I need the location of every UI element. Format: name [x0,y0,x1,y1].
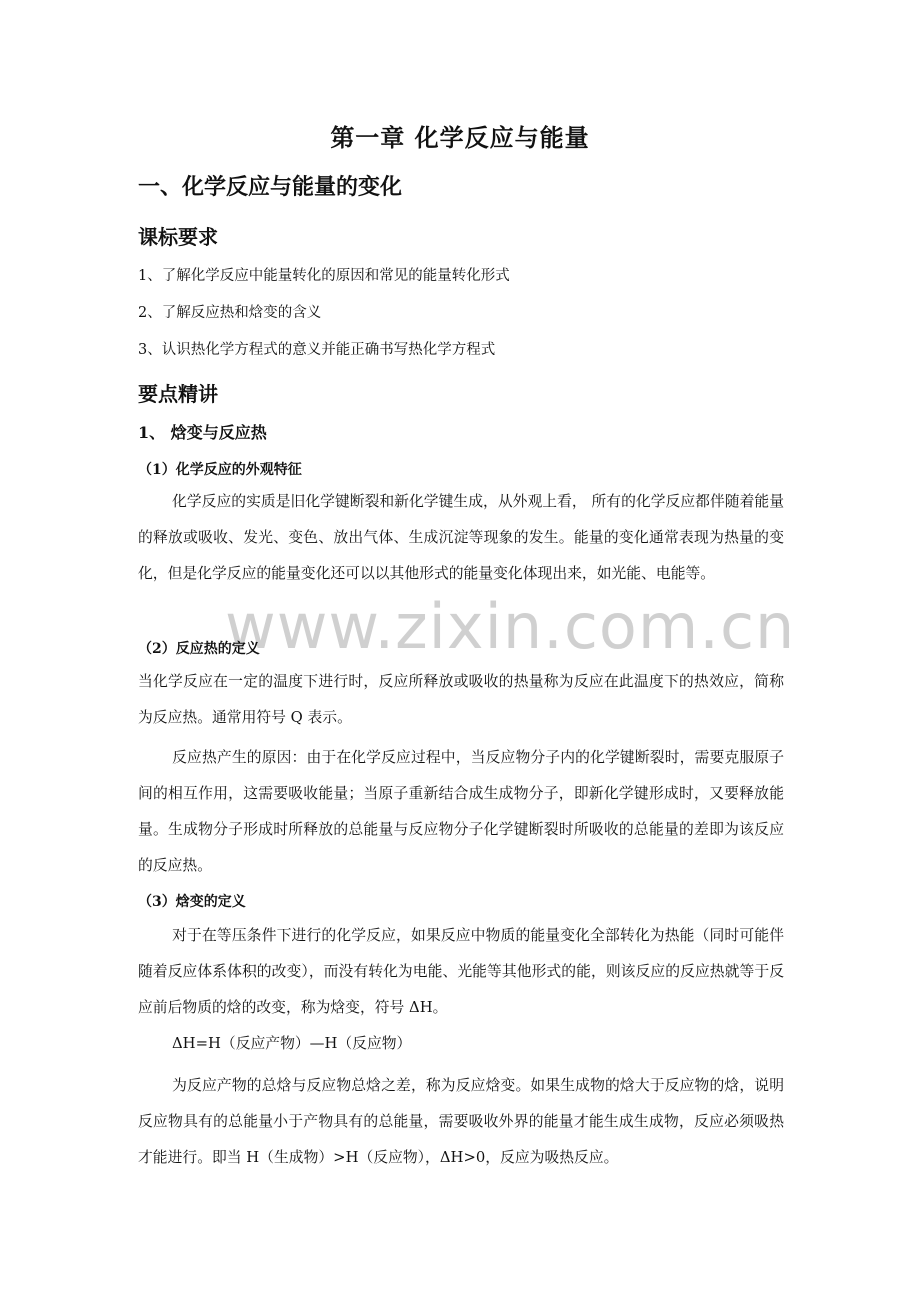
curriculum-item-3: 3、认识热化学方程式的意义并能正确书写热化学方程式 [138,342,496,358]
topic-heading-1: 1、 焓变与反应热 [138,423,267,442]
curriculum-item-2: 2、了解反应热和焓变的含义 [138,305,322,321]
paragraph-3-text: 反应热产生的原因：由于在化学反应过程中，当反应物分子内的化学键断裂时，需要克服原子间的相互作用，这需要吸收能量；当原子重新结合成生成物分子，即新化学键形成时，又要释放能量。生成物分子形成时所释放的总能量与反应物分子化学键断裂时所吸收的总能量的差即为该反应的反应热。 [138,749,784,874]
watermark: www.zixin.com.cn [225,590,796,663]
subheading-3: （3）焓变的定义 [138,894,246,910]
paragraph-3 [138,740,784,884]
paragraph-4-text: 对于在等压条件下进行的化学反应，如果反应中物质的能量变化全部转化为热能（同时可能伴随着反应体系体积的改变），而没有转化为电能、光能等其他形式的能，则该反应的反应热就等于反应前后物质的焓的改变，称为焓变，符号 ΔH。 [138,927,784,1016]
paragraph-2 [138,664,784,736]
subheading-1: （1）化学反应的外观特征 [138,462,302,478]
page-title: 第一章 化学反应与能量 [330,123,590,152]
section-heading: 一、化学反应与能量的变化 [138,175,403,200]
paragraph-2-text: 当化学反应在一定的温度下进行时，反应所释放或吸收的热量称为反应在此温度下的热效应，简称为反应热。通常用符号 Q 表示。 [138,673,784,726]
paragraph-4 [138,918,784,1026]
curriculum-item-1: 1、了解化学反应中能量转化的原因和常见的能量转化形式 [138,268,510,284]
paragraph-5 [138,1068,784,1176]
subheading-2: （2）反应热的定义 [138,641,260,657]
paragraph-5-text: 为反应产物的总焓与反应物总焓之差，称为反应焓变。如果生成物的焓大于反应物的焓，说明反应物具有的总能量小于产物具有的总能量，需要吸收外界的能量才能生成生成物，反应必须吸热才能进行。即当 H（生成物）>H（反应物），ΔH>0，反应为吸热反应。 [138,1077,784,1166]
curriculum-heading: 课标要求 [138,225,218,249]
paragraph-1 [138,484,784,592]
enthalpy-formula: ΔH=H（反应产物）—H（反应物） [172,1035,412,1052]
key-points-heading: 要点精讲 [138,382,218,406]
paragraph-1-text: 化学反应的实质是旧化学键断裂和新化学键生成，从外观上看， 所有的化学反应都伴随着能量的释放或吸收、发光、变色、放出气体、生成沉淀等现象的发生。能量的变化通常表现为热量的变化，但是化学反应的能量变化还可以以其他形式的能量变化体现出来，如光能、电能等。 [138,493,784,582]
